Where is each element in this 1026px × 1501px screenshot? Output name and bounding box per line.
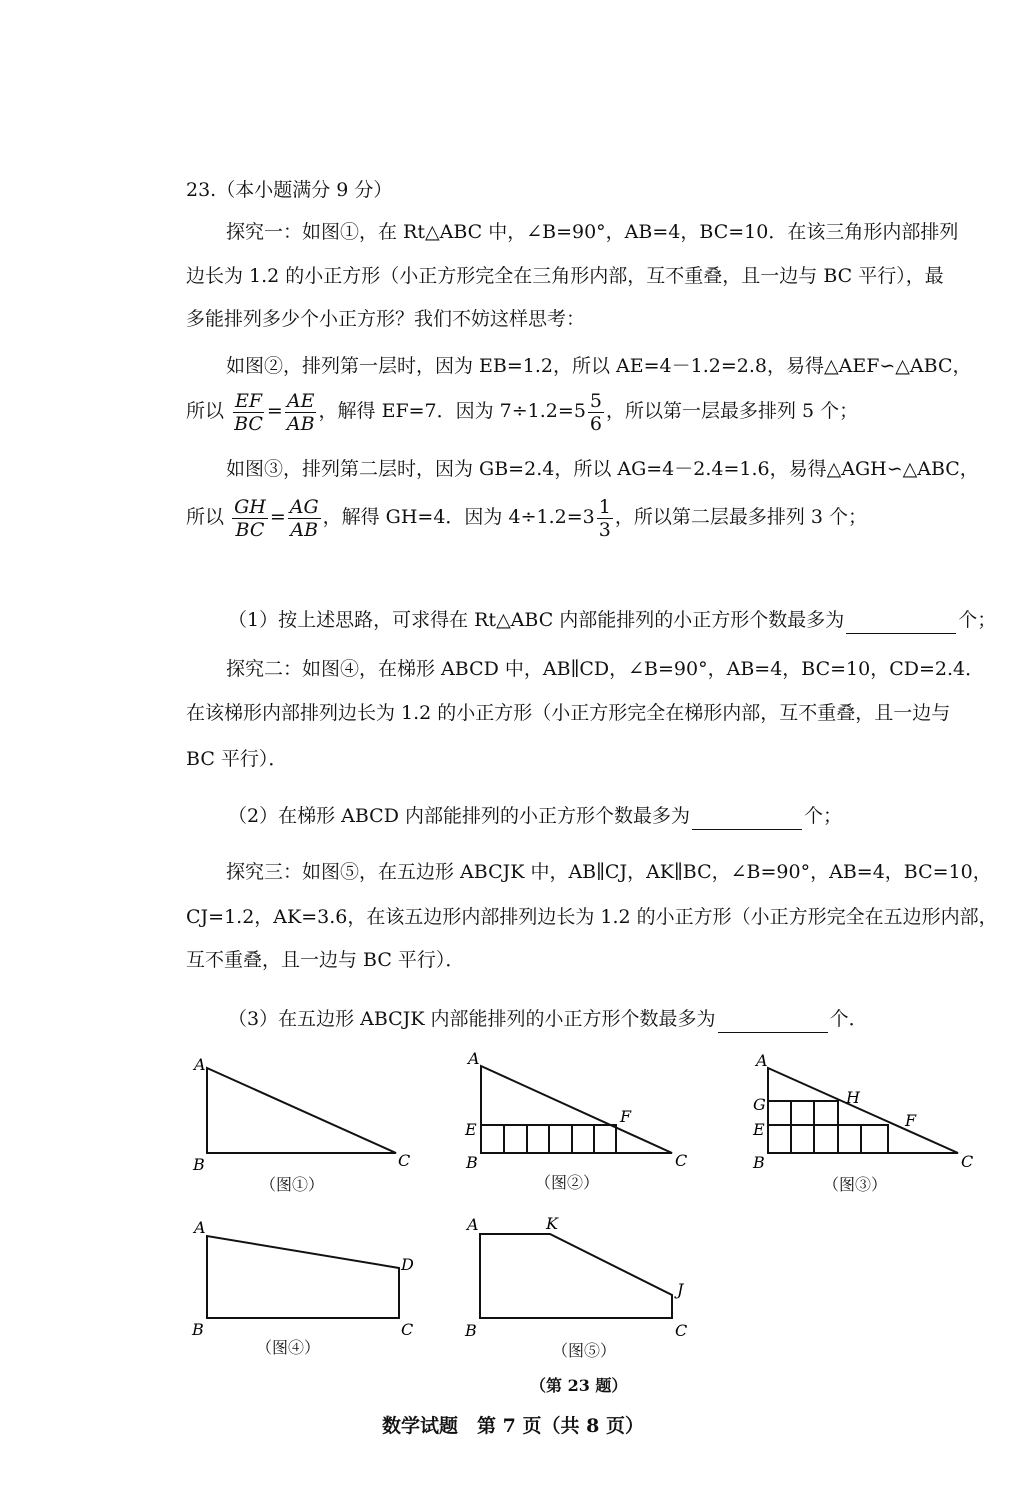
question-1-unit: 个； [958,609,997,631]
layer1-suffix: ，所以第一层最多排列 5 个； [606,400,859,422]
mixed-fraction-1-3: $\frac{1}{3}$ [598,495,611,541]
layer1-line1: 如图②，排列第一层时，因为 EB=1.2，所以 AE=4－1.2=2.8，易得△AEF∽△ABC， [226,355,972,377]
fig2-label-b: B [466,1153,478,1172]
squares-row-1 [481,1125,616,1153]
fig3-label-f: F [905,1111,917,1130]
explore2-line2: 在该梯形内部排列边长为 1.2 的小正方形（小正方形完全在梯形内部，互不重叠，且一边与 [186,702,951,724]
figure-4 [207,1236,399,1318]
pentagon-abcjk [480,1234,672,1318]
layer1-line2 [186,386,986,436]
fig5-label-j: J [677,1280,684,1299]
layer2-line1: 如图③，排列第二层时，因为 GB=2.4，所以 AG=4－2.4=1.6，易得△AGH∽△ABC， [226,458,979,480]
fig4-label-c: C [401,1320,414,1339]
fig3-label-h: H [846,1088,860,1107]
question-1 [228,606,997,634]
page-footer: 数学试题 第 7 页（共 8 页） [382,1415,644,1437]
figure-3 [768,1068,958,1153]
caption-fig2: （图②） [535,1173,600,1192]
fig3-label-b: B [753,1153,765,1172]
fig3-label-g: G [753,1095,766,1114]
question-2-text: （2）在梯形 ABCD 内部能排列的小正方形个数最多为 [228,805,690,827]
fig5-label-b: B [465,1321,477,1340]
triangle-abc-fig2 [481,1066,672,1153]
fig4-label-a: A [194,1218,206,1237]
equals: = [266,400,283,422]
fig5-label-c: C [675,1321,688,1340]
figure-2 [481,1066,672,1153]
fig3-label-a: A [756,1051,768,1070]
explore1-line3: 多能排列多少个小正方形？我们不妨这样思考： [186,308,586,330]
question-3 [228,1005,986,1033]
fig2-label-a: A [468,1049,480,1068]
answer-blank-3[interactable] [718,1012,828,1033]
fig1-label-a: A [194,1055,206,1074]
fig2-label-c: C [675,1151,688,1170]
layer2-prefix: 所以 [186,506,225,528]
fig2-label-f: F [620,1107,632,1126]
explore1-line2: 边长为 1.2 的小正方形（小正方形完全在三角形内部，互不重叠，且一边与 BC 平行），最 [186,265,944,287]
answer-blank-1[interactable] [846,613,956,634]
triangle-abc-fig1 [207,1068,396,1153]
squares-row-1 [768,1125,888,1153]
layer1-middle: ，解得 EF=7．因为 7÷1.2=5 [318,400,586,422]
explore3-line2: CJ=1.2，AK=3.6，在该五边形内部排列边长为 1.2 的小正方形（小正方形完全在五边形内部， [186,906,998,928]
explore2-line3: BC 平行）． [186,748,288,770]
question-1-text: （1）按上述思路，可求得在 Rt△ABC 内部能排列的小正方形个数最多为 [228,609,845,631]
trapezoid-abcd [207,1236,399,1318]
fig1-label-b: B [193,1155,205,1174]
fraction-gh-bc: $\frac{GH}{BC}$ [234,495,266,541]
fig1-label-c: C [398,1151,411,1170]
layer2-middle: ，解得 GH=4．因为 4÷1.2=3 [322,506,595,528]
explore2-line1: 探究二：如图④，在梯形 ABCD 中，AB∥CD，∠B=90°，AB=4，BC=10，CD=2.4． [226,658,985,680]
caption-fig1: （图①） [260,1175,325,1194]
caption-fig3: （图③） [823,1175,888,1194]
caption-fig4: （图④） [256,1338,321,1357]
problem-caption: （第 23 题） [530,1376,628,1395]
question-3-text: （3）在五边形 ABCJK 内部能排列的小正方形个数最多为 [228,1008,716,1030]
explore3-line1: 探究三：如图⑤，在五边形 ABCJK 中，AB∥CJ，AK∥BC，∠B=90°，AB=4，BC=10， [226,861,992,883]
layer2-line2 [186,492,986,542]
equals: = [269,506,286,528]
fig3-label-c: C [961,1152,974,1171]
triangle-abc-fig3 [768,1068,958,1153]
squares-row-2 [768,1101,838,1125]
problem-header: 23.（本小题满分 9 分） [186,179,393,201]
fig2-label-e: E [465,1120,477,1139]
question-2 [228,802,986,830]
fraction-ef-bc: $\frac{EF}{BC}$ [234,389,263,435]
layer2-suffix: ，所以第二层最多排列 3 个； [614,506,867,528]
figure-1 [207,1068,396,1153]
mixed-fraction-5-6: $\frac{5}{6}$ [589,389,602,435]
question-2-unit: 个； [803,805,842,827]
fig5-label-k: K [546,1214,558,1233]
fraction-ae-ab: $\frac{AE}{AB}$ [286,389,315,435]
layer1-prefix: 所以 [186,400,225,422]
figure-5 [480,1234,672,1318]
explore3-line3: 互不重叠，且一边与 BC 平行）． [186,949,465,971]
fig4-label-b: B [192,1320,204,1339]
answer-blank-2[interactable] [692,809,802,830]
fig5-label-a: A [467,1215,479,1234]
fraction-ag-ab: $\frac{AG}{AB}$ [289,495,319,541]
question-3-unit: 个． [829,1008,868,1030]
explore1-line1: 探究一：如图①，在 Rt△ABC 中，∠B=90°，AB=4，BC=10．在该三角形内部排列 [226,221,959,243]
fig4-label-d: D [401,1255,414,1274]
caption-fig5: （图⑤） [552,1341,617,1360]
fig3-label-e: E [753,1120,765,1139]
